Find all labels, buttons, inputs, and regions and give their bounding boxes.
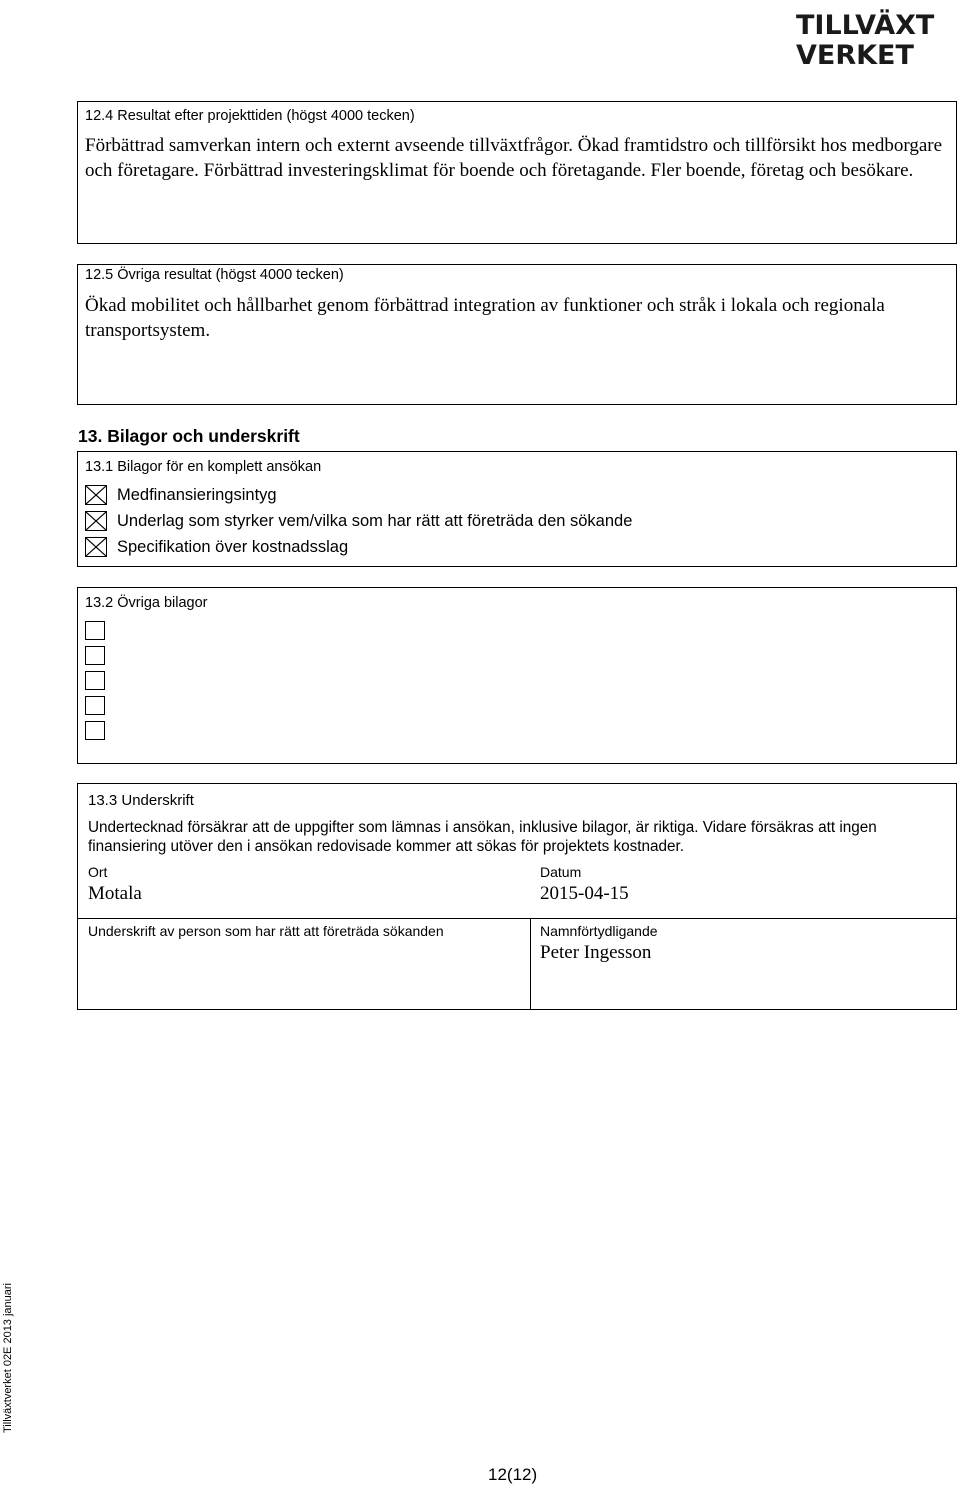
checked-checkbox[interactable] xyxy=(85,537,107,557)
datum-value[interactable]: 2015-04-15 xyxy=(540,883,629,904)
section-13-3-label: 13.3 Underskrift xyxy=(88,792,194,809)
section-12-5-text[interactable]: Ökad mobilitet och hållbarhet genom förbättrad integration av funktioner och stråk i lokala och regionala transportsystem. xyxy=(85,295,885,341)
attachment-item xyxy=(85,482,632,508)
signature-field[interactable] xyxy=(88,942,518,1002)
tillvaxtverket-logo xyxy=(792,4,958,70)
signature-label: Underskrift av person som har rätt att företräda sökanden xyxy=(88,923,444,939)
empty-checkbox[interactable] xyxy=(85,671,105,690)
empty-checkbox[interactable] xyxy=(85,646,105,665)
empty-checkbox[interactable] xyxy=(85,696,105,715)
section-13-1-box xyxy=(77,451,957,567)
attachment-item xyxy=(85,534,632,560)
checked-checkbox[interactable] xyxy=(85,511,107,531)
section-13-heading: 13. Bilagor och underskrift xyxy=(78,426,300,446)
checked-checkbox[interactable] xyxy=(85,485,107,505)
row-divider xyxy=(78,918,956,919)
attachment-label: Specifikation över kostnadsslag xyxy=(117,537,349,556)
section-12-5-label: 12.5 Övriga resultat (högst 4000 tecken) xyxy=(85,267,344,283)
attachment-label: Medfinansieringsintyg xyxy=(117,485,277,504)
attachment-label: Underlag som styrker vem/vilka som har rätt att företräda den sökande xyxy=(117,511,633,530)
section-13-2-box xyxy=(77,587,957,764)
section-12-4-text[interactable]: Förbättrad samverkan intern och externt avseende tillväxtfrågor. Ökad framtidstro och tillförsikt hos medborgare och företagare. Förbättrad investeringsklimat för boende och företagande. Fler boende, företag och besökare. xyxy=(85,135,943,181)
name-label: Namnförtydligande xyxy=(540,923,658,939)
other-attachments-list xyxy=(85,621,105,746)
section-12-5-box xyxy=(77,264,957,405)
logo-line1: TILLVÄXT xyxy=(796,10,935,41)
form-version-text: Tillväxtverket 02E 2013 januari xyxy=(2,1282,14,1433)
section-13-3-box xyxy=(77,783,957,1010)
section-13-2-label: 13.2 Övriga bilagor xyxy=(85,595,208,611)
section-13-1-label: 13.1 Bilagor för en komplett ansökan xyxy=(85,459,322,475)
declaration-text: Undertecknad försäkrar att de uppgifter som lämnas i ansökan, inklusive bilagor, är riktiga. Vidare försäkras att ingen finansiering utöver den i ansökan redovisade kommer att sökas för projektets kostnader. xyxy=(88,819,877,855)
section-12-4-label: 12.4 Resultat efter projekttiden (högst 4000 tecken) xyxy=(85,108,415,124)
page-number: 12(12) xyxy=(488,1465,538,1484)
ort-label: Ort xyxy=(88,864,108,880)
section-12-4-box xyxy=(77,101,957,244)
attachment-list xyxy=(85,482,632,560)
empty-checkbox[interactable] xyxy=(85,721,105,740)
empty-checkbox[interactable] xyxy=(85,621,105,640)
logo-line2: VERKET xyxy=(796,40,914,70)
column-divider xyxy=(530,918,531,1010)
attachment-item xyxy=(85,508,632,534)
ort-value[interactable]: Motala xyxy=(88,883,142,904)
datum-label: Datum xyxy=(540,864,582,880)
name-value[interactable]: Peter Ingesson xyxy=(540,942,652,963)
